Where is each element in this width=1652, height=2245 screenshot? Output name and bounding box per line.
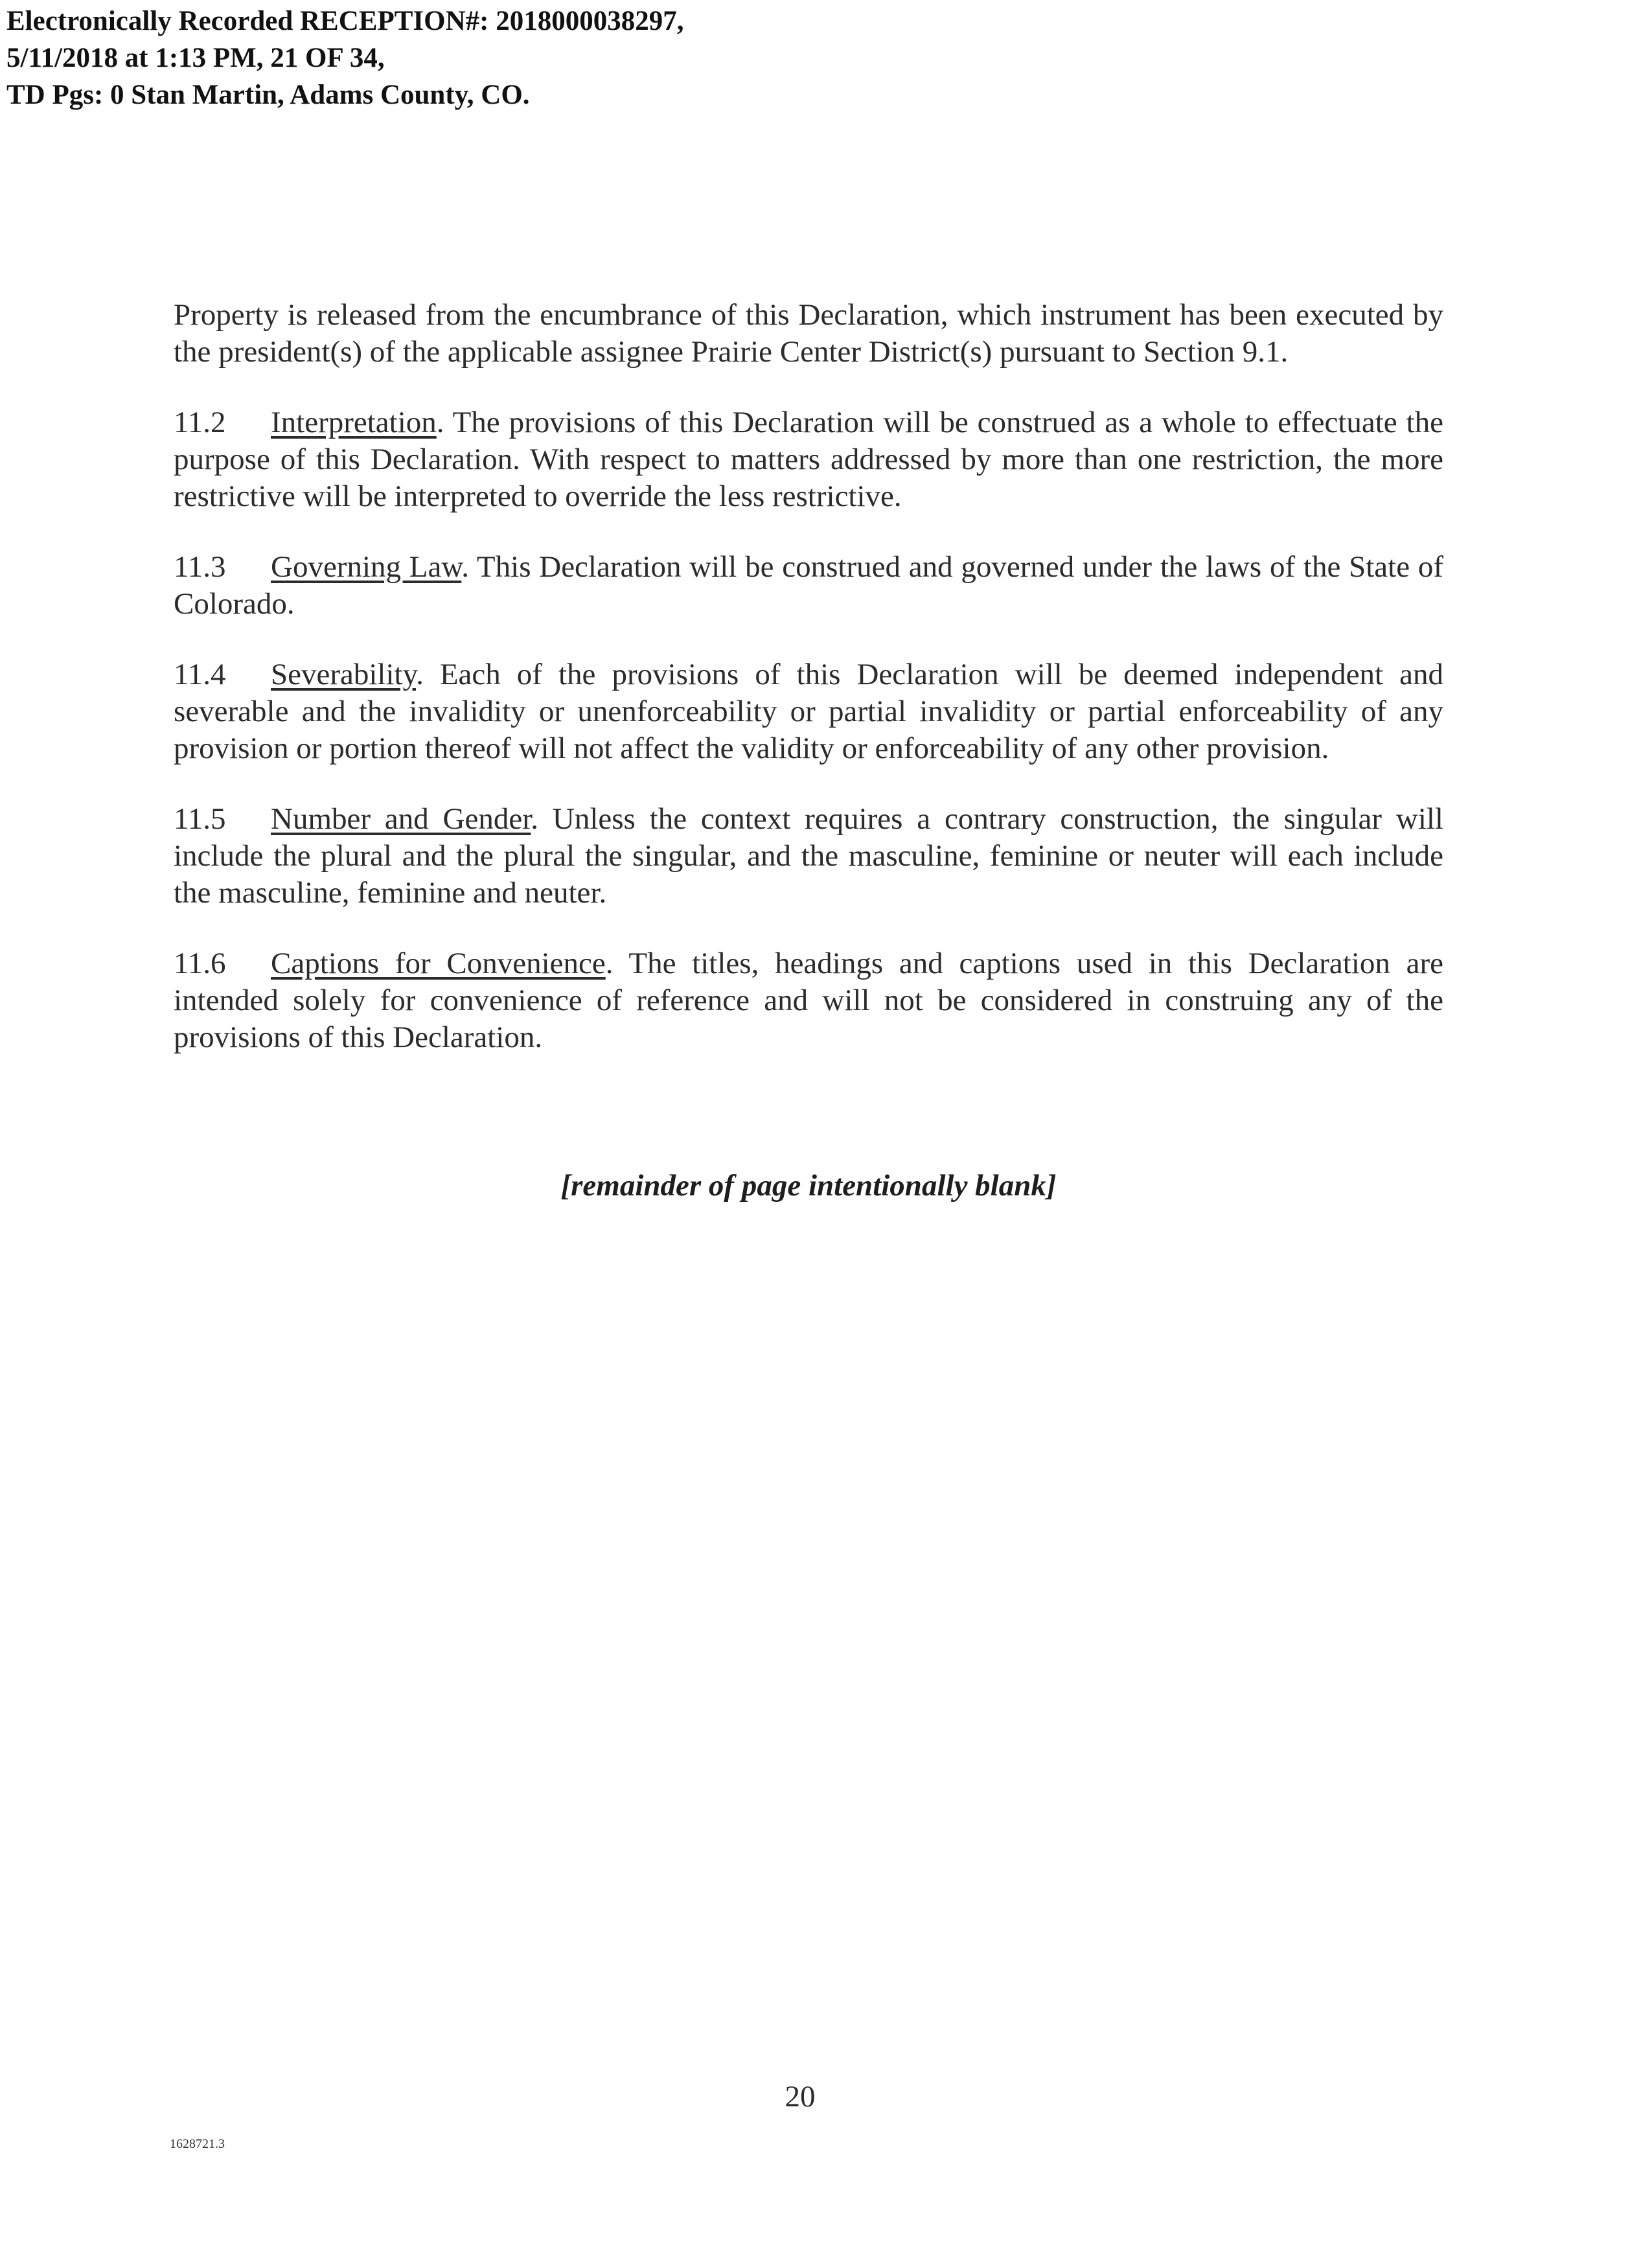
- section-11-5: [174, 801, 1443, 912]
- recording-header: [6, 3, 913, 113]
- section-title: Captions for Convenience: [271, 947, 606, 980]
- recording-header-line-1: Electronically Recorded RECEPTION#: 2018000038297,: [6, 6, 684, 36]
- document-body: [174, 297, 1443, 1090]
- recording-header-line-2: 5/11/2018 at 1:13 PM, 21 OF 34,: [6, 43, 385, 73]
- section-title: Interpretation: [271, 406, 437, 439]
- section-11-6: [174, 945, 1443, 1056]
- section-11-2: [174, 404, 1443, 515]
- continuation-paragraph: Property is released from the encumbrance of this Declaration, which instrument has been executed by the president(s) of the applicable assignee Prairie Center District(s) pursuant to Section 9.1.: [174, 298, 1443, 369]
- section-11-4: [174, 656, 1443, 767]
- section-number: 11.3: [174, 550, 226, 584]
- section-title: Governing Law: [271, 550, 462, 584]
- section-text: . Each of the provisions of this Declaration will be deemed independent and severable and the invalidity or unenforceability or partial invalidity or partial enforceability of any provision or portion thereof will not affect the validity or enforceability of any other provision.: [174, 658, 1443, 765]
- section-title: Severability: [271, 658, 417, 691]
- section-text: . The titles, headings and captions used in this Declaration are intended solely for convenience of reference and will not be considered in construing any of the provisions of this Declaration.: [174, 947, 1443, 1054]
- section-text: . The provisions of this Declaration will be construed as a whole to effectuate the purpose of this Declaration. With respect to matters addressed by more than one restriction, the more restrictive will be interpreted to override the less restrictive.: [174, 406, 1443, 513]
- section-number: 11.2: [174, 406, 226, 439]
- section-number: 11.4: [174, 658, 226, 691]
- section-number: 11.6: [174, 947, 226, 980]
- page-number: 20: [785, 2080, 816, 2113]
- section-11-3: [174, 549, 1443, 623]
- recording-header-line-3: TD Pgs: 0 Stan Martin, Adams County, CO.: [6, 80, 530, 110]
- section-text: . This Declaration will be construed and governed under the laws of the State of Colorado.: [174, 550, 1443, 621]
- document-id: 1628721.3: [170, 2137, 225, 2151]
- section-number: 11.5: [174, 802, 226, 836]
- remainder-note: [remainder of page intentionally blank]: [560, 1169, 1057, 1203]
- section-text: . Unless the context requires a contrary construction, the singular will include the plural and the plural the singular, and the masculine, feminine or neuter will each include the masculine, feminine and neuter.: [174, 802, 1443, 910]
- section-title: Number and Gender: [271, 802, 531, 836]
